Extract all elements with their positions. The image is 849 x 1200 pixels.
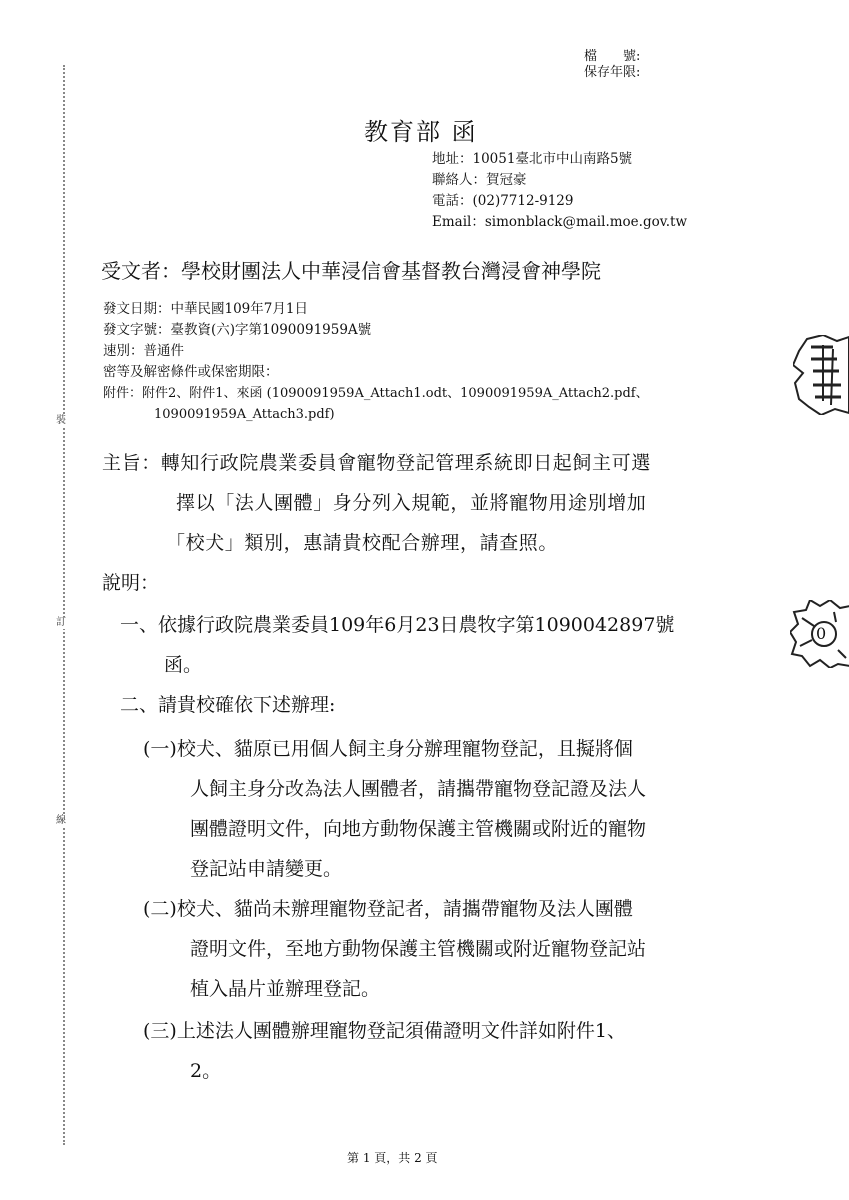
subject-line-1: 主旨：轉知行政院農業委員會寵物登記管理系統即日起飼主可選 <box>102 452 651 474</box>
recipient: 受文者：學校財團法人中華浸信會基督教台灣浸會神學院 <box>101 259 601 283</box>
page-footer: 第 1 頁，共 2 頁 <box>347 1151 438 1165</box>
sub-item-1-line-4: 登記站申請變更。 <box>190 858 343 880</box>
item-1-line-2: 函。 <box>164 654 203 676</box>
subject-line-3: 「校犬」類別，惠請貴校配合辦理，請查照。 <box>166 532 559 554</box>
binding-mark-ding: 訂 <box>56 617 66 628</box>
binding-mark-xian: 線 <box>56 815 66 826</box>
sub-item-1-line-2: 人飼主身分改為法人團體者，請攜帶寵物登記證及法人 <box>190 778 647 800</box>
document-number: 發文字號：臺教資(六)字第1090091959A號 <box>103 322 372 338</box>
binding-mark-zhuang: 裝 <box>56 415 66 426</box>
subject-line-2: 擇以「法人團體」身分列入規範，並將寵物用途別增加 <box>176 492 647 514</box>
item-2: 二、請貴校確依下述辦理: <box>120 694 336 716</box>
electronic-document-seal <box>793 335 843 395</box>
sub-item-3-line-1: (三)上述法人團體辦理寵物登記須備證明文件詳如附件1、 <box>143 1020 626 1042</box>
speed-class: 速別：普通件 <box>103 343 184 359</box>
binding-dotted-line <box>63 65 65 1145</box>
sub-item-1-line-3: 團體證明文件，向地方動物保護主管機關或附近的寵物 <box>190 818 647 840</box>
issue-date: 發文日期：中華民國109年7月1日 <box>103 301 308 317</box>
attachments-line-1: 附件：附件2、附件1、來函 (1090091959A_Attach1.odt、1090091959A_Attach2.pdf、 <box>103 386 649 401</box>
secrecy-level: 密等及解密條件或保密期限： <box>103 364 279 380</box>
file-number-label: 檔 號: <box>584 49 641 64</box>
sub-item-3-line-2: 2。 <box>190 1060 222 1082</box>
address: 地址：10051臺北市中山南路5號 <box>432 151 633 167</box>
explanation-heading: 說明： <box>102 572 160 594</box>
document-title: 教育部 函 <box>364 118 478 146</box>
sub-item-2-line-2: 證明文件，至地方動物保護主管機關或附近寵物登記站 <box>190 938 647 960</box>
retention-period-label: 保存年限: <box>584 65 641 80</box>
contact-person: 聯絡人：賀冠豪 <box>432 172 527 188</box>
seal-1-graphic <box>793 335 849 415</box>
attachments-line-2: 1090091959A_Attach3.pdf) <box>154 407 335 422</box>
sub-item-2-line-3: 植入晶片並辦理登記。 <box>190 978 381 1000</box>
email: Email：simonblack@mail.moe.gov.tw <box>432 214 688 230</box>
phone: 電話：(02)7712-9129 <box>432 193 574 209</box>
seal-2-text: 0 <box>816 624 827 643</box>
item-1-line-1: 一、依據行政院農業委員109年6月23日農牧字第1090042897號 <box>120 614 675 636</box>
sub-item-1-line-1: (一)校犬、貓原已用個人飼主身分辦理寵物登記，且擬將個 <box>143 738 633 760</box>
stamp-seal <box>790 600 840 660</box>
sub-item-2-line-1: (二)校犬、貓尚未辦理寵物登記者，請攜帶寵物及法人團體 <box>143 898 633 920</box>
